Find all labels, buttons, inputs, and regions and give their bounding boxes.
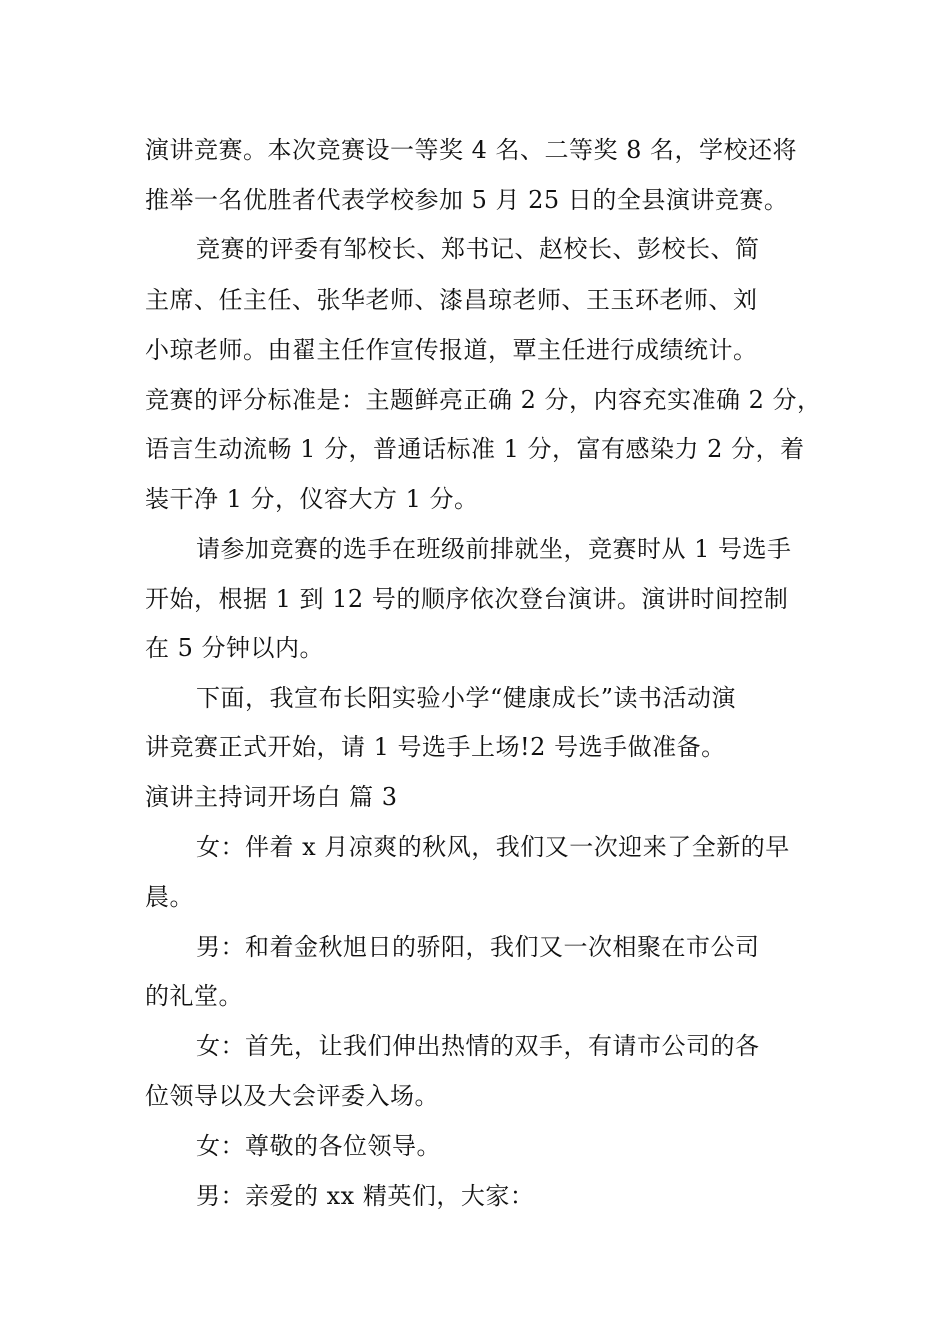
text-line: 晨。: [145, 883, 194, 911]
text-line: 女：首先，让我们伸出热情的双手，有请市公司的各: [196, 1032, 760, 1060]
text-line: 女：尊敬的各位领导。: [196, 1132, 441, 1160]
text-line: 小琼老师。由翟主任作宣传报道，覃主任进行成绩统计。: [145, 336, 758, 364]
text-line: 主席、任主任、张华老师、漆昌琼老师、王玉环老师、刘: [145, 286, 758, 314]
text-line: 竞赛的评委有邹校长、郑书记、赵校长、彭校长、简: [196, 235, 760, 263]
text-line: 男：和着金秋旭日的骄阳，我们又一次相聚在市公司: [196, 933, 760, 961]
text-line: 竞赛的评分标准是：主题鲜亮正确 2 分，内容充实准确 2 分，: [145, 386, 822, 414]
text-line: 在 5 分钟以内。: [145, 634, 325, 662]
section-heading: 演讲主持词开场白 篇 3: [145, 783, 398, 811]
text-line: 下面，我宣布长阳实验小学“健康成长”读书活动演: [196, 684, 737, 712]
text-line: 女：伴着 x 月凉爽的秋风，我们又一次迎来了全新的早: [196, 833, 790, 861]
text-line: 讲竞赛正式开始，请 1 号选手上场!2 号选手做准备。: [145, 733, 726, 761]
text-line: 位领导以及大会评委入场。: [145, 1082, 439, 1110]
text-line: 演讲竞赛。本次竞赛设一等奖 4 名、二等奖 8 名，学校还将: [145, 136, 798, 164]
text-line: 装干净 1 分，仪容大方 1 分。: [145, 485, 479, 513]
text-line: 开始，根据 1 到 12 号的顺序依次登台演讲。演讲时间控制: [145, 585, 789, 613]
text-line: 请参加竞赛的选手在班级前排就坐，竞赛时从 1 号选手: [196, 535, 792, 563]
text-line: 推举一名优胜者代表学校参加 5 月 25 日的全县演讲竞赛。: [145, 186, 789, 214]
text-line: 的礼堂。: [145, 982, 243, 1010]
text-line: 语言生动流畅 1 分，普通话标准 1 分，富有感染力 2 分，着: [145, 435, 805, 463]
text-line: 男：亲爱的 xx 精英们，大家：: [196, 1182, 535, 1210]
